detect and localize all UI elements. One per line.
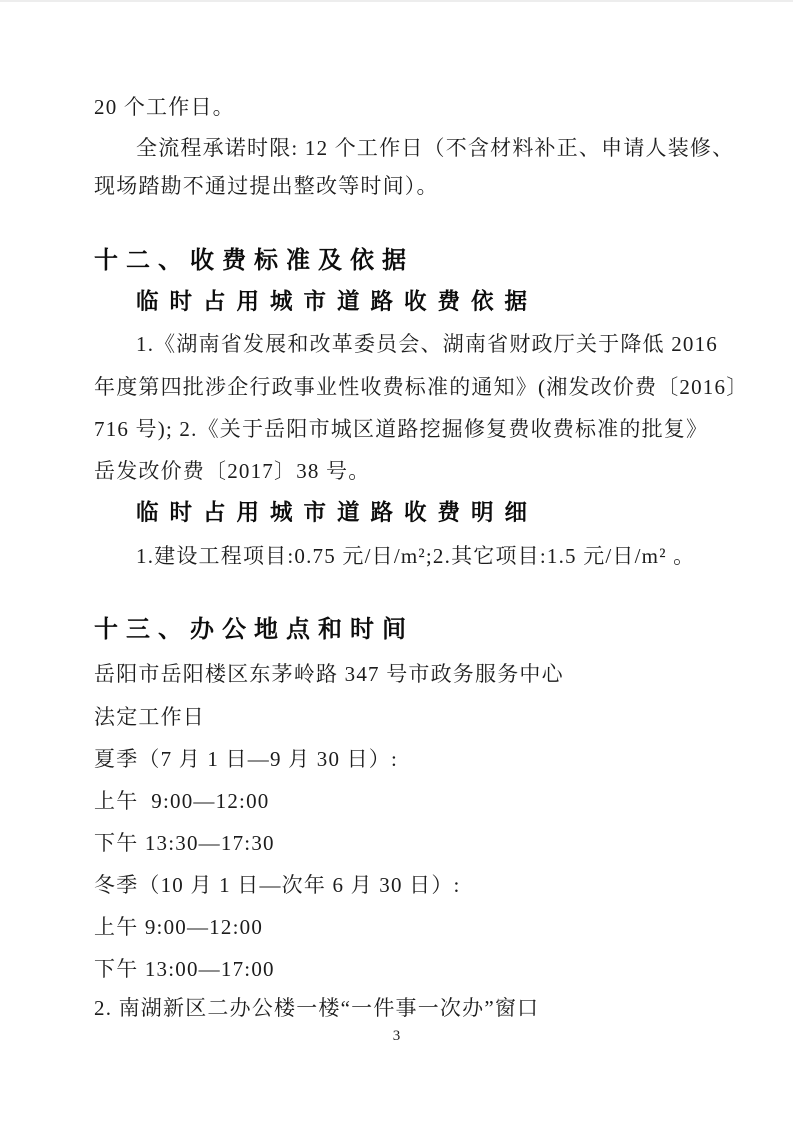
fee-basis-line-2: 年度第四批涉企行政事业性收费标准的通知》(湘发改价费〔2016〕 [94,375,749,399]
fee-basis-subheading: 临时占用城市道路收费依据 [136,289,539,314]
process-promise-line-2: 现场踏勘不通过提出整改等时间）。 [94,174,439,198]
winter-morning-hours-line: 上午 9:00—12:00 [94,915,264,939]
summer-morning-hours-line: 上午 9:00—12:00 [94,789,270,813]
summer-afternoon-hours-line: 下午 13:30—17:30 [94,831,275,855]
secondary-office-line: 2. 南湖新区二办公楼一楼“一件事一次办”窗口 [94,996,540,1020]
section-13-heading: 十三、办公地点和时间 [94,616,414,643]
paragraph-continuation-line: 20 个工作日。 [94,95,235,119]
section-12-heading: 十二、收费标准及依据 [94,247,414,274]
winter-period-line: 冬季（10 月 1 日—次年 6 月 30 日）: [94,873,461,897]
page-number: 3 [392,1028,401,1044]
fee-basis-line-4: 岳发改价费〔2017〕38 号。 [94,459,371,483]
workdays-line: 法定工作日 [94,705,205,729]
fee-basis-line-3: 716 号); 2.《关于岳阳市城区道路挖掘修复费收费标准的批复》 [94,417,709,441]
fee-basis-line-1: 1.《湖南省发展和改革委员会、湖南省财政厅关于降低 2016 [136,332,718,356]
process-promise-line-1: 全流程承诺时限: 12 个工作日（不含材料补正、申请人装修、 [136,136,735,160]
winter-afternoon-hours-line: 下午 13:00—17:00 [94,957,275,981]
fee-detail-subheading: 临时占用城市道路收费明细 [136,500,539,525]
office-address-line: 岳阳市岳阳楼区东茅岭路 347 号市政务服务中心 [94,662,564,686]
fee-detail-line: 1.建设工程项目:0.75 元/日/m²;2.其它项目:1.5 元/日/m² 。 [136,544,696,568]
summer-period-line: 夏季（7 月 1 日—9 月 30 日）: [94,747,399,771]
